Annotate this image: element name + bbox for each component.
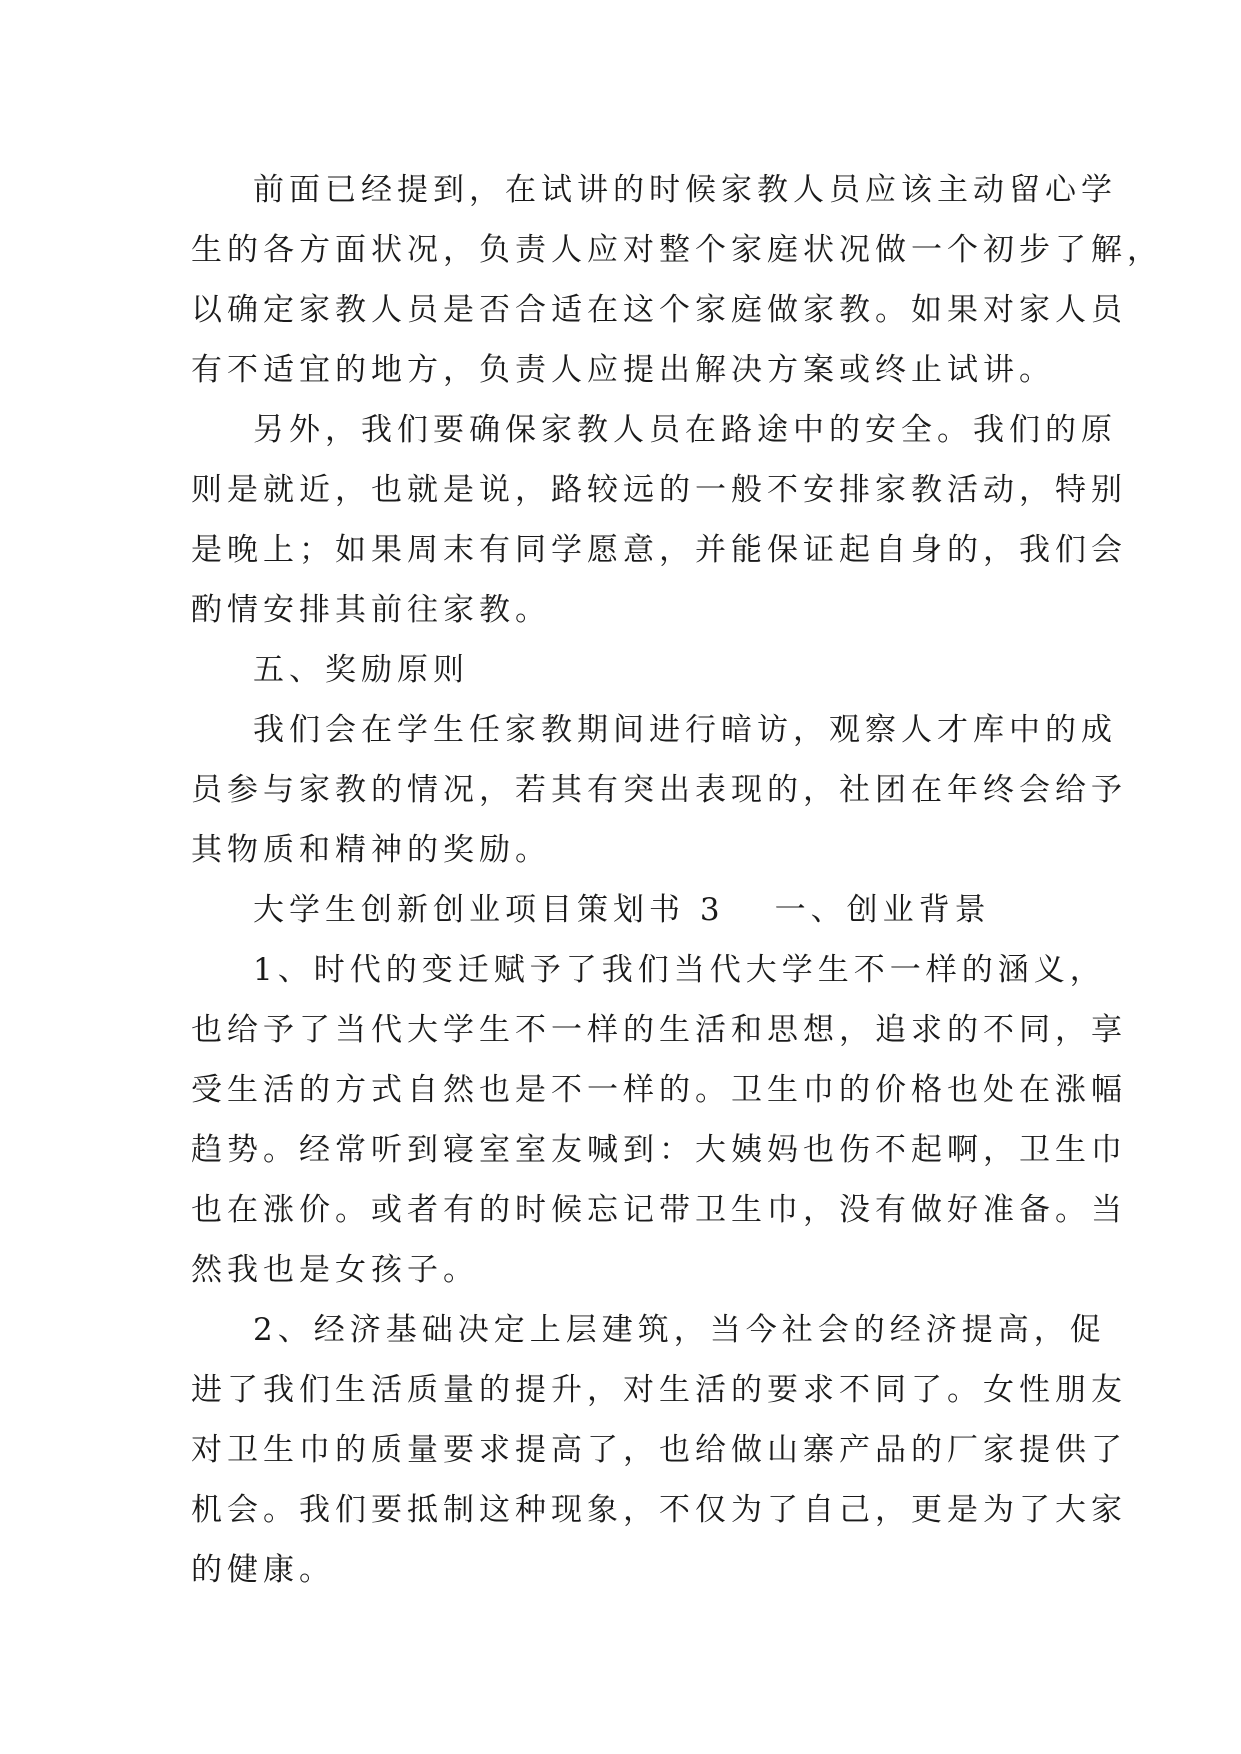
- document-title: 大学生创新创业项目策划书 3: [253, 892, 725, 928]
- paragraph-line: 生的各方面状况，负责人应对整个家庭状况做一个初步了解，: [191, 232, 1163, 268]
- paragraph-line: 机会。我们要抵制这种现象，不仅为了自己，更是为了大家: [191, 1492, 1127, 1528]
- paragraph-line: 然我也是女孩子。: [191, 1252, 479, 1288]
- section-heading: 五、奖励原则: [253, 652, 469, 688]
- section-heading: 一、创业背景: [774, 892, 991, 928]
- paragraph-line: 有不适宜的地方，负责人应提出解决方案或终止试讲。: [191, 352, 1055, 388]
- paragraph-line: 受生活的方式自然也是不一样的。卫生巾的价格也处在涨幅: [191, 1072, 1127, 1108]
- paragraph-line: 员参与家教的情况，若其有突出表现的，社团在年终会给予: [191, 772, 1127, 808]
- paragraph-line: 以确定家教人员是否合适在这个家庭做家教。如果对家人员: [191, 292, 1127, 328]
- paragraph-line: 进了我们生活质量的提升，对生活的要求不同了。女性朋友: [191, 1372, 1127, 1408]
- paragraph-line: 对卫生巾的质量要求提高了，也给做山寨产品的厂家提供了: [191, 1432, 1127, 1468]
- paragraph-line: 则是就近，也就是说，路较远的一般不安排家教活动，特别: [191, 472, 1127, 508]
- paragraph-line: 前面已经提到，在试讲的时候家教人员应该主动留心学: [253, 172, 1117, 208]
- paragraph-line: 酌情安排其前往家教。: [191, 592, 551, 628]
- paragraph-line: 其物质和精神的奖励。: [191, 832, 551, 868]
- paragraph-line: 1、时代的变迁赋予了我们当代大学生不一样的涵义，: [253, 952, 1106, 988]
- paragraph-line: 也给予了当代大学生不一样的生活和思想，追求的不同，享: [191, 1012, 1127, 1048]
- document-title-line: [191, 880, 1091, 940]
- paragraph-line: 趋势。经常听到寝室室友喊到：大姨妈也伤不起啊，卫生巾: [191, 1132, 1127, 1168]
- paragraph-line: 的健康。: [191, 1552, 335, 1588]
- paragraph-line: 也在涨价。或者有的时候忘记带卫生巾，没有做好准备。当: [191, 1192, 1127, 1228]
- paragraph-line: 另外，我们要确保家教人员在路途中的安全。我们的原: [253, 412, 1117, 448]
- document-body: [191, 160, 1163, 1600]
- paragraph-line: 2、经济基础决定上层建筑，当今社会的经济提高，促: [253, 1312, 1106, 1348]
- paragraph-line: 是晚上；如果周末有同学愿意，并能保证起自身的，我们会: [191, 532, 1127, 568]
- paragraph-line: 我们会在学生任家教期间进行暗访，观察人才库中的成: [253, 712, 1117, 748]
